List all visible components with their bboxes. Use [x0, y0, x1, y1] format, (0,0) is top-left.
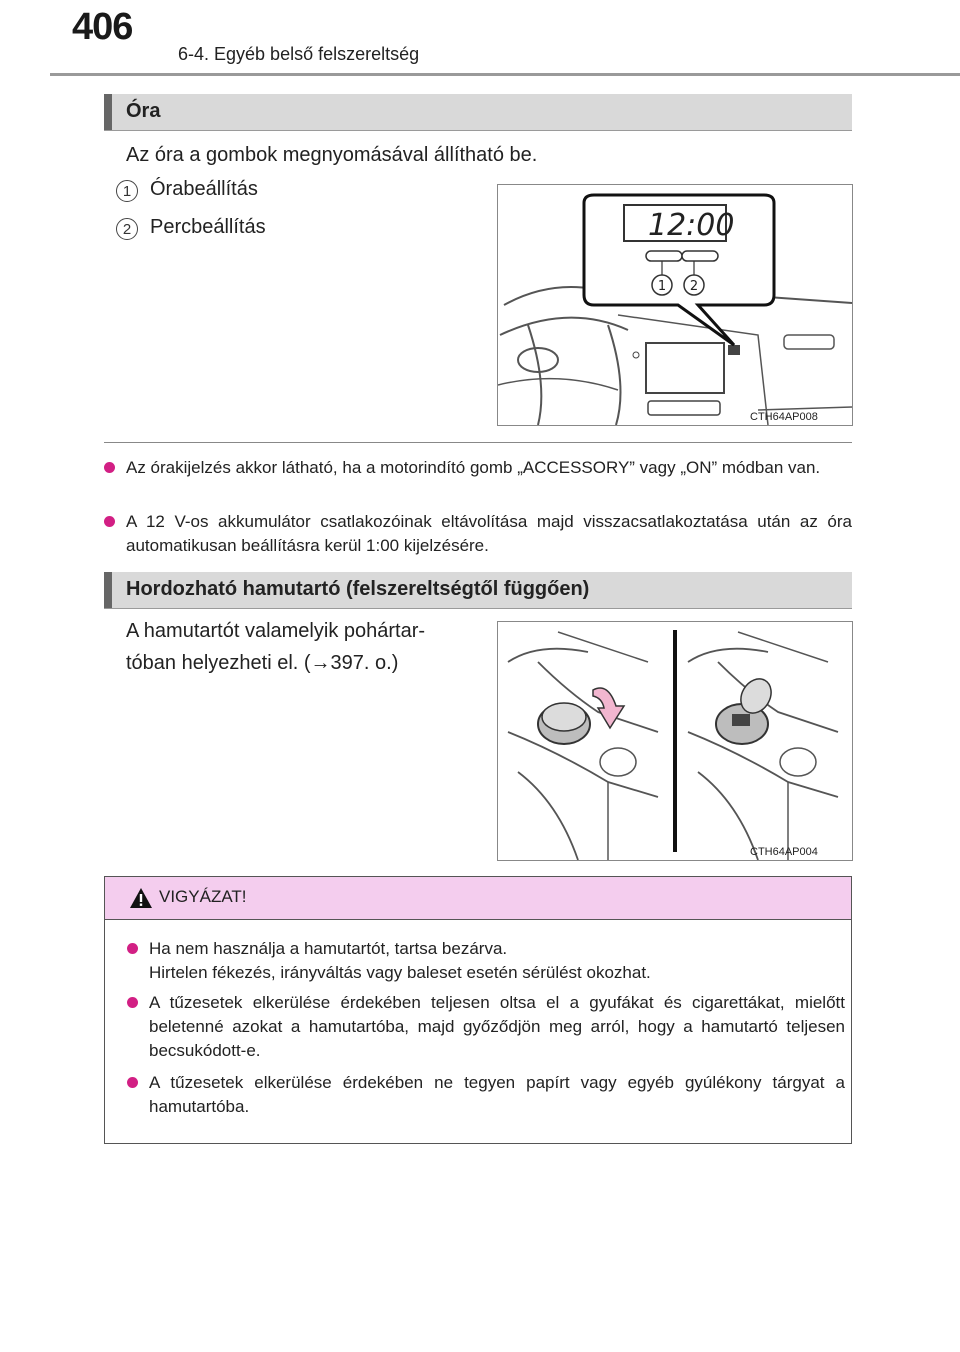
- section-heading-bar: [104, 572, 112, 608]
- dashboard-illustration: [498, 185, 852, 425]
- figure-code-clock: CTH64AP008: [750, 411, 818, 423]
- clock-item-2: [116, 216, 316, 246]
- bullet-icon: [127, 1077, 138, 1088]
- section-heading-text: Hordozható hamutartó (felszereltségtől függően): [126, 578, 590, 600]
- page-number: 406: [72, 6, 133, 48]
- clock-display-time: 12:00: [648, 208, 735, 243]
- item-number-2: 2: [116, 218, 138, 240]
- clock-note-2: [126, 510, 852, 558]
- clock-note-1-text: Az órakijelzés akkor látható, ha a motorindító gomb „ACCESSORY” vagy „ON” módban van.: [126, 458, 821, 477]
- item-label-hour: Órabeállítás: [150, 178, 258, 200]
- clock-item-1: [116, 178, 316, 208]
- caution-item-2: [149, 991, 845, 1063]
- caution-item-3: [149, 1071, 845, 1119]
- caution-item-2-text: A tűzesetek elkerülése érdekében teljesen oltsa el a gyufákat és cigarettákat, mielőtt beletenné azokat a hamutartóba, majd győződjön meg arról, hogy a hamutartó teljesen becsukódott-e.: [149, 993, 845, 1060]
- section-heading-bar: [104, 94, 112, 130]
- clock-figure: [497, 184, 853, 426]
- caution-item-1: [149, 937, 845, 985]
- item-number-1: 1: [116, 180, 138, 202]
- warning-triangle-icon: [129, 887, 153, 909]
- running-head: 6-4. Egyéb belső felszereltség: [178, 44, 420, 64]
- section-heading-text: Óra: [126, 100, 161, 122]
- clock-intro: Az óra a gombok megnyomásával állítható be.: [126, 144, 538, 166]
- bullet-icon: [104, 462, 115, 473]
- clock-note-2-text: A 12 V-os akkumulátor csatlakozóinak eltávolítása majd visszacsatlakoztatása után az óra automatikusan beállításra kerül 1:00 kijelzésére.: [126, 512, 852, 555]
- bullet-icon: [127, 943, 138, 954]
- bullet-icon: [127, 997, 138, 1008]
- caution-title: VIGYÁZAT!: [159, 887, 247, 906]
- header-rule: [50, 73, 960, 76]
- ashtray-text-line-2: tóban helyezheti el. (→397. o.): [126, 652, 399, 674]
- ashtray-illustration: [498, 622, 852, 860]
- ashtray-figure: [497, 621, 853, 861]
- caution-item-1-line-2: Hirtelen fékezés, irányváltás vagy baleset esetén sérülést okozhat.: [149, 963, 651, 982]
- caution-item-1-line-1: Ha nem használja a hamutartót, tartsa bezárva.: [149, 939, 508, 958]
- ashtray-text-line-1: A hamutartót valamelyik pohártar-: [126, 620, 426, 642]
- caution-header: [105, 877, 851, 920]
- item-label-minute: Percbeállítás: [150, 216, 266, 238]
- caution-box: [104, 876, 852, 1144]
- section-heading-clock: [104, 94, 852, 131]
- callout-1: 1: [657, 279, 667, 294]
- section-heading-ashtray: [104, 572, 852, 609]
- callout-2: 2: [689, 279, 699, 294]
- clock-note-1: [126, 456, 852, 480]
- caution-item-3-text: A tűzesetek elkerülése érdekében ne tegyen papírt vagy egyéb gyúlékony tárgyat a hamutartóba.: [149, 1073, 845, 1116]
- section-separator: [104, 442, 852, 443]
- bullet-icon: [104, 516, 115, 527]
- figure-code-ashtray: CTH64AP004: [750, 846, 818, 858]
